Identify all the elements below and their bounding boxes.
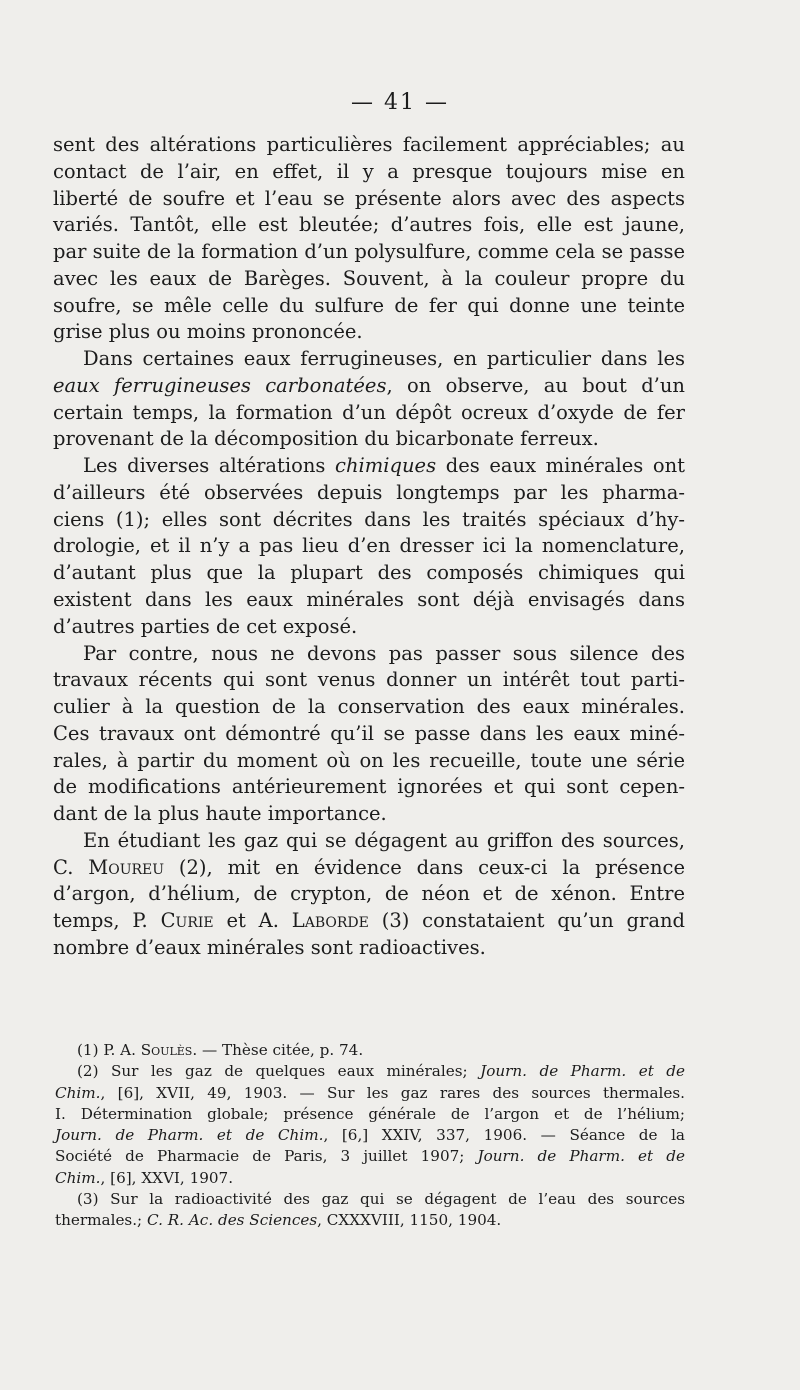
- small-caps-name: Curie: [160, 909, 214, 933]
- text-segment: , [6], XXVI, 1907.: [100, 1168, 234, 1187]
- body-line: nombre d’eaux minérales sont radioactives.: [53, 935, 486, 959]
- body-line: d’argon, d’hélium, de crypton, de néon et de xénon. Entre: [53, 882, 685, 906]
- footnote-line: [55, 1061, 685, 1082]
- body-line: travaux récents qui sont venus donner un intérêt tout parti-: [53, 668, 685, 692]
- italic-text: Chim.: [55, 1168, 101, 1187]
- small-caps-name: Soulès: [140, 1041, 193, 1059]
- body-line: de modifications antérieurement ignorées et qui sont cepen-: [53, 775, 685, 799]
- footnote-line: [55, 1083, 685, 1104]
- body-line: dant de la plus haute importance.: [53, 802, 387, 826]
- body-line: Par contre, nous ne devons pas passer sous silence des: [83, 641, 685, 665]
- footnote-line: [55, 1210, 685, 1231]
- text-segment: , [6], XVII, 49, 1903. — Sur les gaz rares des sources thermales.: [100, 1083, 685, 1102]
- footnote-line: (3) Sur la radioactivité des gaz qui se dégagent de l’eau des sources: [77, 1190, 685, 1209]
- text-segment: , [6,] XXIV, 337, 1906. — Séance de la: [323, 1126, 685, 1145]
- body-line: En étudiant les gaz qui se dégagent au griffon des sources,: [83, 828, 685, 852]
- footnote-line: [55, 1040, 685, 1061]
- body-line: [53, 373, 685, 400]
- body-line: d’autres parties de cet exposé.: [53, 614, 358, 638]
- body-line: drologie, et il n’y a pas lieu d’en dresser ici la nomenclature,: [53, 534, 685, 558]
- text-segment: (1) P. A.: [77, 1041, 141, 1059]
- text-segment: Société de Pharmacie de Paris, 3 juillet 1907;: [55, 1147, 478, 1166]
- italic-text: Journ. de Pharm. et de Chim.: [55, 1126, 324, 1145]
- text-segment: , CXXXVIII, 1150, 1904.: [317, 1211, 502, 1230]
- body-line: rales, à partir du moment où on les recueille, toute une série: [53, 748, 685, 772]
- small-caps-name: Moureu: [88, 855, 165, 879]
- text-segment: des eaux minérales ont: [436, 454, 685, 478]
- italic-text: chimiques: [335, 454, 437, 478]
- text-segment: temps, P.: [53, 909, 161, 933]
- body-line: variés. Tantôt, elle est bleutée; d’autres fois, elle est jaune,: [53, 213, 685, 237]
- footnote-line: [55, 1125, 685, 1146]
- body-line: culier à la question de la conservation des eaux minérales.: [53, 695, 685, 719]
- body-line: existent dans les eaux minérales sont déjà envisagés dans: [53, 588, 685, 612]
- body-line: sent des altérations particulières facilement appréciables; au: [53, 133, 685, 156]
- italic-text: eaux ferrugineuses carbonatées: [53, 373, 387, 397]
- footnote-line: [55, 1168, 685, 1189]
- text-segment: (3) constataient qu’un grand: [368, 909, 685, 933]
- body-line: par suite de la formation d’un polysulfure, comme cela se passe: [53, 240, 685, 264]
- text-segment: C.: [53, 855, 89, 879]
- footnote-line: [55, 1146, 685, 1167]
- body-line: d’ailleurs été observées depuis longtemps par les pharma-: [53, 480, 685, 504]
- body-line: Dans certaines eaux ferrugineuses, en particulier dans les: [83, 347, 685, 371]
- body-line: certain temps, la formation d’un dépôt ocreux d’oxyde de fer: [53, 400, 685, 424]
- italic-text: Chim.: [55, 1083, 101, 1102]
- text-segment: . — Thèse citée, p. 74.: [192, 1041, 364, 1059]
- italic-text: C. R. Ac. des Sciences: [147, 1211, 318, 1230]
- footnotes: [55, 1040, 685, 1232]
- body-line: liberté de soufre et l’eau se présente alors avec des aspects: [53, 186, 685, 210]
- body-line: soufre, se mêle celle du sulfure de fer qui donne une teinte: [53, 293, 685, 317]
- page-number: — 41 —: [351, 90, 449, 115]
- italic-text: Journ. de Pharm. et de: [477, 1147, 685, 1166]
- text-segment: thermales.;: [55, 1211, 148, 1230]
- body-text: [53, 132, 685, 962]
- body-line: [53, 908, 685, 935]
- body-line: Ces travaux ont démontré qu’il se passe dans les eaux miné-: [53, 721, 685, 745]
- footnote-line: I. Détermination globale; présence générale de l’argon et de l’hélium;: [55, 1104, 685, 1123]
- body-line: grise plus ou moins prononcée.: [53, 320, 363, 344]
- body-line: provenant de la décomposition du bicarbonate ferreux.: [53, 427, 599, 451]
- small-caps-name: Laborde: [291, 909, 369, 933]
- body-line: avec les eaux de Barèges. Souvent, à la couleur propre du: [53, 266, 685, 290]
- italic-text: Journ. de Pharm. et de: [480, 1062, 685, 1081]
- text-segment: , on observe, au bout d’un: [386, 373, 685, 397]
- body-line: ciens (1); elles sont décrites dans les traités spéciaux d’hy-: [53, 507, 685, 531]
- body-line: [53, 453, 685, 480]
- text-segment: Les diverses altérations: [83, 454, 336, 478]
- body-line: [53, 855, 685, 882]
- body-line: d’autant plus que la plupart des composés chimiques qui: [53, 561, 685, 585]
- body-line: contact de l’air, en effet, il y a presque toujours mise en: [53, 159, 685, 183]
- text-segment: (2) Sur les gaz de quelques eaux minérales;: [77, 1062, 481, 1081]
- text-segment: (2), mit en évidence dans ceux-ci la présence: [164, 855, 685, 879]
- text-segment: et A.: [213, 909, 292, 933]
